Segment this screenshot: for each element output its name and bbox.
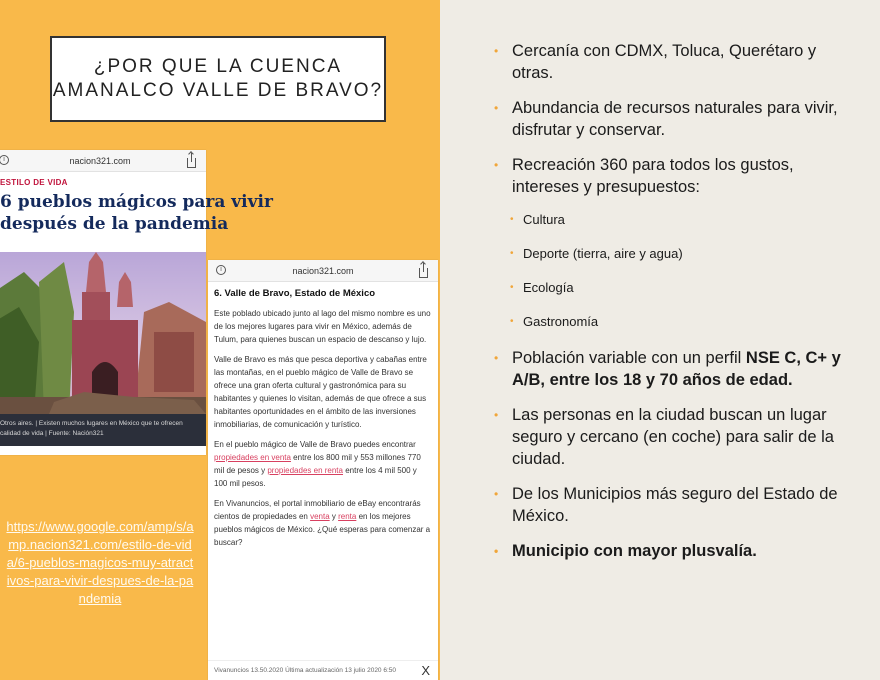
- sub-bullet-text: Cultura: [523, 212, 565, 227]
- article-screenshot-2: [208, 260, 438, 680]
- bullet-item: [492, 154, 842, 198]
- bullet-bold-text: NSE C, C+ y A/B, entre los 18 y 70 años de edad.: [512, 349, 841, 389]
- bullet-item: [492, 404, 842, 470]
- slide-title-box: [50, 36, 386, 122]
- bullet-list: [492, 40, 842, 575]
- slide-title-line1: ¿POR QUE LA CUENCA: [93, 56, 343, 77]
- church-photo: [0, 252, 206, 414]
- link-renta[interactable]: renta: [338, 512, 357, 521]
- article-headline: [0, 187, 273, 235]
- bullet-text: Municipio con mayor plusvalía.: [512, 542, 757, 560]
- share-icon: [419, 268, 428, 278]
- text-span: En Vivanuncios, el portal inmobiliario de eBay encontrarás cientos de propiedades en: [214, 499, 421, 521]
- article-paragraph-2: Valle de Bravo es más que pesca deportiva y cabañas entre las montañas, en el pueblo mágico de Valle de Bravo se ofrece una gran oferta cultural y gastronómica para su habitantes y quienes lo visitan, además de que ofrece a sus habitantes oportunidades en el ámbito de las inversiones inmobiliarias, de comunicación y turístico.: [214, 355, 427, 429]
- article-footer: [208, 660, 438, 680]
- slide-title-line2: AMANALCO VALLE DE BRAVO?: [52, 80, 384, 101]
- source-link[interactable]: https://www.google.com/amp/s/amp.nacion321.com/estilo-de-vida/6-pueblos-magicos-muy-atractivos-para-vivir-despues-de-la-pandemia: [6, 519, 194, 606]
- bullet-dot-icon: •: [494, 158, 499, 172]
- article-screenshot-1: [0, 150, 273, 455]
- article-subheading: 6. Valle de Bravo, Estado de México: [214, 288, 376, 299]
- bullet-dot-icon: •: [510, 316, 514, 327]
- article-paragraph-3: [214, 438, 432, 490]
- footer-text: Vivanuncios 13.50.2020 Última actualización 13 julio 2020 6:50: [214, 667, 397, 674]
- bullet-item: [492, 40, 842, 84]
- bullet-item: [492, 97, 842, 141]
- bullet-text: De los Municipios más seguro del Estado de México.: [512, 485, 838, 525]
- headline-line1: 6 pueblos mágicos para vivir: [0, 192, 273, 212]
- text-span: En el pueblo mágico de Valle de Bravo puedes encontrar: [214, 440, 416, 449]
- bullet-dot-icon: •: [494, 408, 499, 422]
- bullet-dot-icon: •: [494, 101, 499, 115]
- sub-bullet-text: Deporte (tierra, aire y agua): [523, 246, 683, 261]
- caption-line2: calidad de vida | Fuente: Nación321: [0, 430, 104, 437]
- url-text: nacion321.com: [69, 156, 131, 166]
- article-paragraph-1: Este poblado ubicado junto al lago del mismo nombre es uno de los mejores lugares para vivir en México, además de Tulum, para quienes buscan un espacio de descanso y lujo.: [214, 309, 431, 344]
- browser-url-bar: [0, 150, 206, 172]
- info-icon: i: [0, 155, 9, 165]
- text-span: y: [329, 512, 339, 521]
- sub-bullet-text: Ecología: [523, 280, 574, 295]
- link-propiedades-renta[interactable]: propiedades en renta: [267, 466, 343, 475]
- bullet-text: Las personas en la ciudad buscan un lugar seguro y cercano (en coche) para salir de la ciudad.: [512, 406, 834, 468]
- article-paragraph-4: [214, 497, 432, 549]
- close-icon[interactable]: X: [421, 663, 430, 678]
- bullet-item: [492, 483, 842, 527]
- text-span: entre los 4 mil 500 y 100 mil pesos.: [214, 466, 417, 488]
- bullet-dot-icon: •: [494, 351, 499, 365]
- share-icon: [187, 158, 196, 168]
- bullet-dot-icon: •: [510, 248, 514, 259]
- bullet-text: Abundancia de recursos naturales para vivir, disfrutar y conservar.: [512, 99, 838, 139]
- bullet-text: Cercanía con CDMX, Toluca, Querétaro y otras.: [512, 42, 817, 82]
- sub-bullet-item: [508, 245, 842, 263]
- caption-line1: Otros aires. | Existen muchos lugares en México que te ofrecen: [0, 420, 183, 427]
- bullet-dot-icon: •: [494, 487, 499, 501]
- photo-caption: [0, 414, 206, 446]
- text-span: entre los 800 mil y 553 millones 770 mil de pesos y: [214, 453, 421, 475]
- section-label: ESTILO DE VIDA: [0, 178, 68, 187]
- headline-line2: después de la pandemia: [0, 214, 229, 234]
- bullet-item: [492, 540, 842, 562]
- sub-bullet-item: [508, 279, 842, 297]
- church-illustration: [0, 252, 206, 414]
- sub-bullet-item: [508, 211, 842, 229]
- text-span: en los mejores pueblos mágicos de México. ¿Qué esperas para comenzar a buscar?: [214, 512, 431, 547]
- info-icon: i: [216, 265, 226, 275]
- bullet-dot-icon: •: [494, 544, 499, 558]
- bullet-dot-icon: •: [510, 282, 514, 293]
- link-propiedades-venta[interactable]: propiedades en venta: [214, 453, 291, 462]
- bullet-text: Población variable con un perfil: [512, 349, 746, 367]
- bullet-dot-icon: •: [494, 44, 499, 58]
- bullet-item: [492, 347, 842, 391]
- browser-url-bar: [208, 260, 438, 282]
- bullet-text: Recreación 360 para todos los gustos, intereses y presupuestos:: [512, 156, 794, 196]
- bullet-dot-icon: •: [510, 214, 514, 225]
- sub-bullet-text: Gastronomía: [523, 314, 599, 329]
- sub-bullet-item: [508, 313, 842, 331]
- url-text: nacion321.com: [292, 266, 354, 276]
- link-venta[interactable]: venta: [310, 512, 330, 521]
